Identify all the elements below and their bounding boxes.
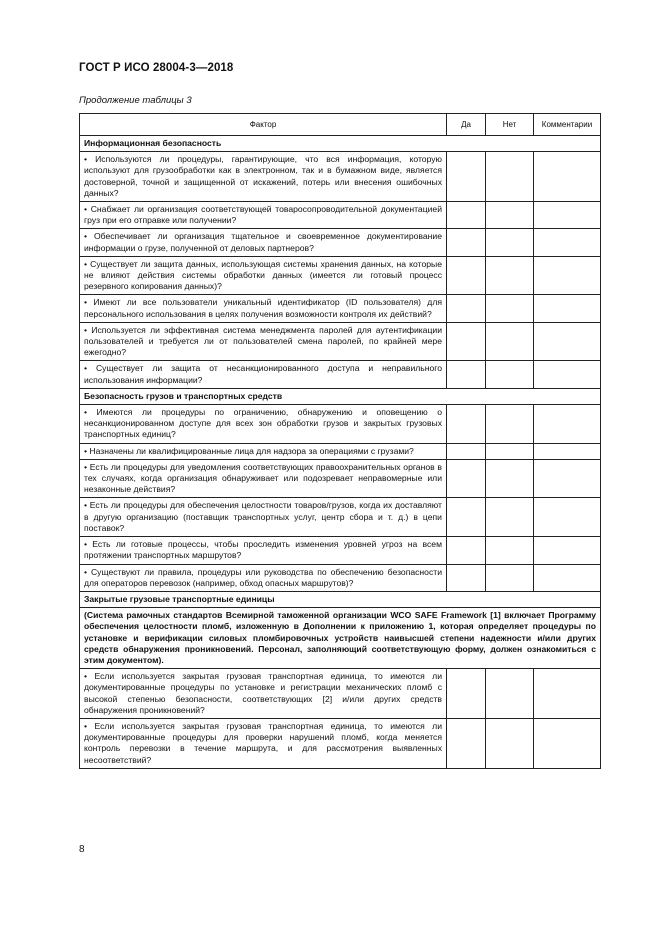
answer-no-cell[interactable] bbox=[486, 459, 534, 498]
answer-yes-cell[interactable] bbox=[447, 669, 486, 719]
section-title: Информационная безопасность bbox=[80, 136, 601, 152]
answer-yes-cell[interactable] bbox=[447, 405, 486, 444]
answer-no-cell[interactable] bbox=[486, 405, 534, 444]
comment-cell[interactable] bbox=[534, 564, 601, 591]
comment-cell[interactable] bbox=[534, 322, 601, 361]
header-yes: Да bbox=[447, 114, 486, 136]
answer-no-cell[interactable] bbox=[486, 322, 534, 361]
question-row bbox=[80, 152, 601, 202]
section-note: (Система рамочных стандартов Всемирной таможенной организации WCO SAFE Framework [1] включает Программу обеспечения целостности пломб, изложенную в Дополнении к приложению 1, которая определяет процедуры по установке и верификации силовых пломбировочных устройств наивысшей степени надежности и/или других средств обнаружения проникновений. Персонал, заполняющий соответствующую форму, должен ознакомиться с этим документом). bbox=[80, 608, 601, 669]
answer-yes-cell[interactable] bbox=[447, 256, 486, 295]
answer-no-cell[interactable] bbox=[486, 537, 534, 564]
question-text: • Используется ли эффективная система менеджмента паролей для аутентификации пользователей и требуется ли от пользователей смена паролей, по крайней мере ежегодно? bbox=[80, 322, 447, 361]
question-row bbox=[80, 537, 601, 564]
answer-yes-cell[interactable] bbox=[447, 295, 486, 322]
comment-cell[interactable] bbox=[534, 152, 601, 202]
answer-no-cell[interactable] bbox=[486, 229, 534, 256]
section-title: Закрытые грузовые транспортные единицы bbox=[80, 591, 601, 607]
question-row bbox=[80, 459, 601, 498]
section-row bbox=[80, 388, 601, 404]
answer-no-cell[interactable] bbox=[486, 669, 534, 719]
comment-cell[interactable] bbox=[534, 718, 601, 768]
answer-no-cell[interactable] bbox=[486, 361, 534, 388]
question-text: • Если используется закрытая грузовая транспортная единица, то имеются ли документированные процедуры по установке и регистрации механических пломб с высокой степенью безопасности, соответствующих [2] и/или других средств обнаружения проникновений? bbox=[80, 669, 447, 719]
question-text: • Есть ли готовые процессы, чтобы проследить изменения уровней угроз на всем протяжении транспортных маршрутов? bbox=[80, 537, 447, 564]
question-row bbox=[80, 718, 601, 768]
question-row bbox=[80, 295, 601, 322]
question-text: • Существует ли защита данных, использующая системы хранения данных, на которые не влияют действия системы обработки данных (имеется ли готовый процесс резервного копирования данных)? bbox=[80, 256, 447, 295]
answer-no-cell[interactable] bbox=[486, 202, 534, 229]
question-row bbox=[80, 669, 601, 719]
answer-yes-cell[interactable] bbox=[447, 322, 486, 361]
answer-no-cell[interactable] bbox=[486, 718, 534, 768]
question-text: • Снабжает ли организация соответствующей товаросопроводительной документацией груз при его отправке или получении? bbox=[80, 202, 447, 229]
comment-cell[interactable] bbox=[534, 256, 601, 295]
answer-yes-cell[interactable] bbox=[447, 564, 486, 591]
comment-cell[interactable] bbox=[534, 405, 601, 444]
question-text: • Имеют ли все пользователи уникальный идентификатор (ID пользователя) для персонального использования в целях получения возможности контроля их действий? bbox=[80, 295, 447, 322]
answer-yes-cell[interactable] bbox=[447, 718, 486, 768]
answer-no-cell[interactable] bbox=[486, 498, 534, 537]
section-row bbox=[80, 136, 601, 152]
question-text: • Есть ли процедуры для обеспечения целостности товаров/грузов, когда их доставляют в другую организацию (поставщик транспортных услуг, центр сбора и т. д.) в цепи поставок? bbox=[80, 498, 447, 537]
question-text: • Если используется закрытая грузовая транспортная единица, то имеются ли документированные процедуры для проверки нарушений пломб, когда меняется контроль перевозки в течение маршрута, и для рассмотрения выявленных несоответствий? bbox=[80, 718, 447, 768]
answer-yes-cell[interactable] bbox=[447, 152, 486, 202]
header-comments: Комментарии bbox=[534, 114, 601, 136]
question-text: • Обеспечивает ли организация тщательное и своевременное документирование информации о грузе, полученной от деловых партнеров? bbox=[80, 229, 447, 256]
table-body bbox=[80, 136, 601, 769]
question-text: • Есть ли процедуры для уведомления соответствующих правоохранительных органов в тех случаях, когда организация обнаруживает или подозревает неправомерные или незаконные действия? bbox=[80, 459, 447, 498]
answer-yes-cell[interactable] bbox=[447, 443, 486, 459]
question-row bbox=[80, 564, 601, 591]
comment-cell[interactable] bbox=[534, 498, 601, 537]
answer-no-cell[interactable] bbox=[486, 564, 534, 591]
question-row bbox=[80, 322, 601, 361]
question-row bbox=[80, 498, 601, 537]
answer-yes-cell[interactable] bbox=[447, 498, 486, 537]
comment-cell[interactable] bbox=[534, 229, 601, 256]
header-no: Нет bbox=[486, 114, 534, 136]
table-caption: Продолжение таблицы 3 bbox=[79, 95, 192, 106]
answer-no-cell[interactable] bbox=[486, 295, 534, 322]
table-header-row bbox=[80, 114, 601, 136]
question-text: • Существуют ли правила, процедуры или руководства по обеспечению безопасности для операторов перевозок (например, обход опасных маршрутов)? bbox=[80, 564, 447, 591]
question-text: • Назначены ли квалифицированные лица для надзора за операциями с грузами? bbox=[80, 443, 447, 459]
document-header: ГОСТ Р ИСО 28004-3—2018 bbox=[79, 62, 234, 74]
page-number: 8 bbox=[79, 844, 85, 855]
question-row bbox=[80, 229, 601, 256]
comment-cell[interactable] bbox=[534, 202, 601, 229]
answer-yes-cell[interactable] bbox=[447, 229, 486, 256]
answer-yes-cell[interactable] bbox=[447, 537, 486, 564]
answer-no-cell[interactable] bbox=[486, 443, 534, 459]
question-row bbox=[80, 405, 601, 444]
comment-cell[interactable] bbox=[534, 669, 601, 719]
comment-cell[interactable] bbox=[534, 459, 601, 498]
answer-yes-cell[interactable] bbox=[447, 361, 486, 388]
section-row bbox=[80, 591, 601, 607]
comment-cell[interactable] bbox=[534, 361, 601, 388]
comment-cell[interactable] bbox=[534, 537, 601, 564]
answer-no-cell[interactable] bbox=[486, 256, 534, 295]
header-factor: Фактор bbox=[80, 114, 447, 136]
question-text: • Используются ли процедуры, гарантирующие, что вся информация, которую используют для грузообработки как в электронном, так и в бумажном виде, является достоверной, точной и защищенной от искажений, потерь или внесения ошибочных данных? bbox=[80, 152, 447, 202]
comment-cell[interactable] bbox=[534, 443, 601, 459]
answer-yes-cell[interactable] bbox=[447, 202, 486, 229]
note-row bbox=[80, 608, 601, 669]
question-row bbox=[80, 361, 601, 388]
question-text: • Существует ли защита от несанкционированного доступа и неправильного использования информации? bbox=[80, 361, 447, 388]
comment-cell[interactable] bbox=[534, 295, 601, 322]
question-row bbox=[80, 256, 601, 295]
section-title: Безопасность грузов и транспортных средств bbox=[80, 388, 601, 404]
answer-yes-cell[interactable] bbox=[447, 459, 486, 498]
question-row bbox=[80, 443, 601, 459]
answer-no-cell[interactable] bbox=[486, 152, 534, 202]
checklist-table bbox=[79, 113, 601, 769]
question-row bbox=[80, 202, 601, 229]
question-text: • Имеются ли процедуры по ограничению, обнаружению и оповещению о несанкционированном доступе для всех зон обработки грузов и закрытых грузовых транспортных единиц? bbox=[80, 405, 447, 444]
